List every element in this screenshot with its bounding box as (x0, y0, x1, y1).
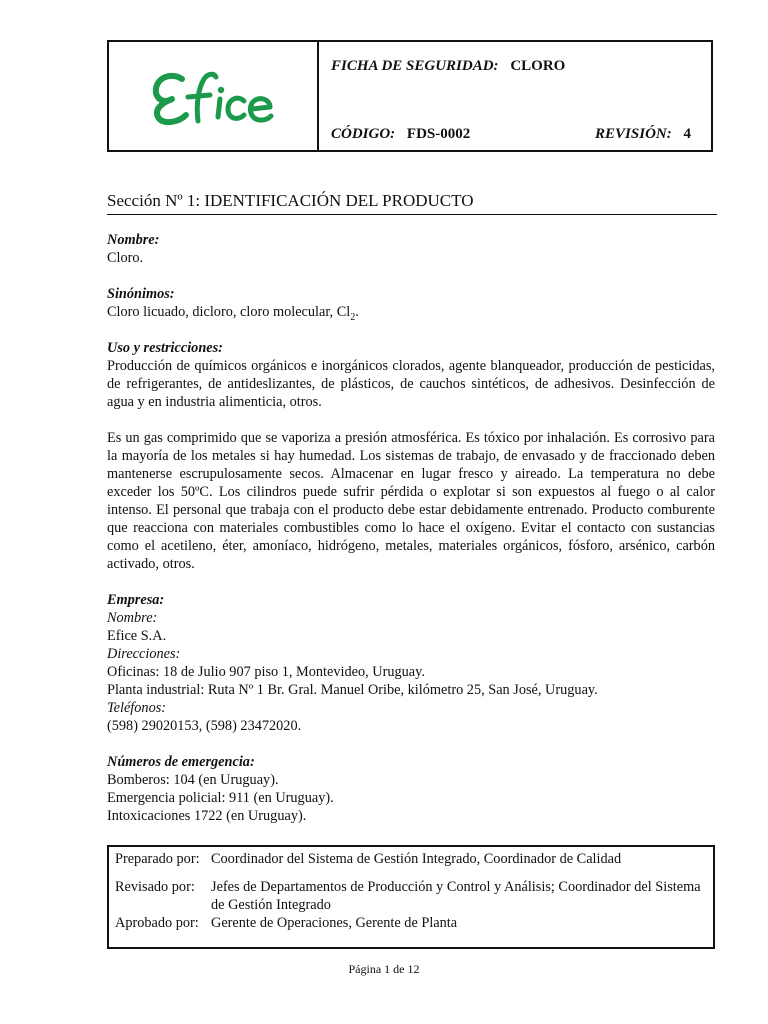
svg-text:Efice: Efice (148, 65, 151, 66)
aprobado-label: Aprobado por: (115, 915, 199, 931)
empresa-nombre: Efice S.A. (107, 628, 167, 644)
nombre-value: Cloro. (107, 250, 144, 266)
fs-value: CLORO (510, 58, 566, 74)
preparado-row (115, 850, 707, 868)
fs-title-line (331, 58, 565, 75)
revision-line (595, 126, 691, 143)
empresa-nombre-label: Nombre: (107, 610, 158, 626)
aprobado-value: Gerente de Operaciones, Gerente de Planta (211, 915, 458, 931)
telefonos: (598) 29020153, (598) 23472020. (107, 718, 302, 734)
revision-label: REVISIÓN: (595, 126, 672, 142)
revision-value: 4 (683, 126, 691, 142)
emergencia-policial: Emergencia policial: 911 (en Uruguay). (107, 790, 334, 806)
preparado-label: Preparado por: (115, 851, 200, 867)
planta: Planta industrial: Ruta Nº 1 Br. Gral. Manuel Oribe, kilómetro 25, San José, Uruguay. (107, 682, 598, 698)
approvals-box (107, 845, 715, 949)
nombre-label: Nombre: (107, 232, 160, 248)
document-header (107, 40, 713, 152)
emergencia-label: Números de emergencia: (107, 754, 255, 770)
section-title: Sección Nº 1: IDENTIFICACIÓN DEL PRODUCTO (107, 191, 717, 215)
section-content (107, 231, 715, 825)
fs-label: FICHA DE SEGURIDAD: (331, 58, 499, 74)
revisado-value: Jefes de Departamentos de Producción y Control y Análisis; Coordinador del Sistema de Gestión Integrado (211, 879, 701, 913)
sinonimos-value: Cloro licuado, dicloro, cloro molecular, $Cl_2$. (107, 304, 359, 323)
page-number: Página 1 de 12 (348, 962, 420, 976)
intoxicaciones: Intoxicaciones 1722 (en Uruguay). (107, 808, 307, 824)
code-label: CÓDIGO: (331, 126, 396, 142)
revisado-label: Revisado por: (115, 879, 195, 895)
aprobado-row (115, 914, 707, 932)
sinonimos-label: Sinónimos: (107, 286, 175, 302)
revisado-row (115, 878, 707, 914)
uso-label: Uso y restricciones: (107, 340, 223, 356)
uso-text-2: Es un gas comprimido que se vaporiza a presión atmosférica. Es tóxico por inhalación. Es corrosivo para la mayoría de los metales si hay humedad. Los sistemas de trabajo, de envasado y de fraccionado deben mantenerse escrupulosamente secos. Almacenar en lugar fresco y aireado. La temperatura no debe exceder los 50ºC. Los cilindros puede sufrir pérdida o explotar si son expuestos al fuego o al calor intenso. El personal que trabaja con el producto debe estar debidamente entrenado. Producto comburente que reacciona con materiales combustibles como lo hace el oxígeno. Evitar el contacto con sustancias como el acetileno, éter, amoníaco, hidrógeno, metales, materiales orgánicos, fósforo, arsénico, carbón activado, otros. (107, 430, 715, 572)
telefonos-label: Teléfonos: (107, 700, 167, 716)
header-info (319, 42, 711, 150)
code-line (331, 126, 470, 143)
code-value: FDS-0002 (406, 126, 471, 142)
empresa-label: Empresa: (107, 592, 165, 608)
uso-text: Producción de químicos orgánicos e inorgánicos clorados, agente blanqueador, producción de pesticidas, de refrigerantes, de antideslizantes, de plásticos, de cauchos sintéticos, de adhesivos. Desinfección de agua y en industria alimenticia, otros. (107, 358, 715, 410)
preparado-value: Coordinador del Sistema de Gestión Integrado, Coordinador de Calidad (211, 851, 622, 867)
logo-cell (109, 42, 319, 150)
efice-logo (148, 65, 278, 127)
direcciones-label: Direcciones: (107, 646, 181, 662)
oficinas: Oficinas: 18 de Julio 907 piso 1, Montevideo, Uruguay. (107, 664, 425, 680)
bomberos: Bomberos: 104 (en Uruguay). (107, 772, 279, 788)
